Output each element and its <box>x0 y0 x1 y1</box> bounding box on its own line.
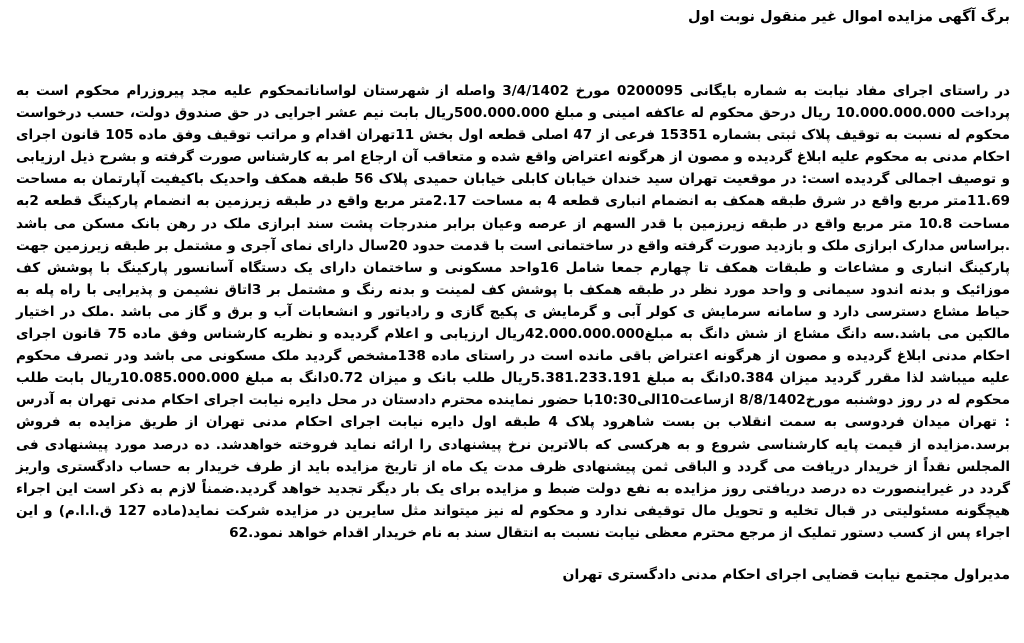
notice-signature: مدیراول مجتمع نیابت قضایی اجرای احکام مدنی دادگستری تهران <box>562 566 1010 583</box>
notice-document <box>16 6 1010 636</box>
notice-body: در راستای اجرای مفاد نیابت به شماره بایگانی 0200095 مورخ 3/4/1402 واصله از شهرستان لواساناتمحکوم علیه مجد پیروزرام محکوم است به پرداخت 10.000.000.000 ریال درحق محکوم له عاکفه امینی و مبلغ 500.000.000ریال بابت نیم عشر اجرایی در حق صندوق دولت، حسب درخواست محکوم له نسبت به توقیف پلاک ثبتی بشماره 15351 فرعی از 47 اصلی قطعه اول بخش 11تهران اقدام و مراتب توقیف وفق ماده 105 قانون اجرای احکام مدنی به محکوم علیه ابلاغ گردیده و مصون از هرگونه اعتراض واقع شده و متعاقب آن ارجاع امر به کارشناس صورت گرفته و بشرح ذیل ارزیابی و توصیف اجمالی گردیده است: در موقعیت تهران سید خندان خیابان کابلی خیابان حمیدی پلاک 56 طبقه همکف واحدیک باکیفیت آپارتمان به مساحت 11.69متر مربع واقع در شرق طبقه همکف به انضمام انباری قطعه 4 به مساحت 2.17متر مربع واقع در طبقه زیرزمین به انضمام پارکینگ قطعه 2به مساحت 10.8 متر مربع واقع در طبقه زیرزمین با قدر السهم از عرصه وعیان برابر مندرجات پشت سند ابرازی ملک در رهن بانک مسکن می باشد .براساس مدارک ابرازی ملک و بازدید صورت گرفته واقع در ساختمانی است با قدمت حدود 20سال دارای نمای آجری و مشتمل بر طبقه زیرزمین جهت پارکینگ انباری و مشاعات و طبقات همکف تا چهارم جمعا شامل 16واحد مسکونی و ساختمان دارای یک دستگاه آسانسور پارکینگ با پوشش کف موزائیک و بدنه اندود سیمانی و واحد مورد نظر در طبقه همکف با پوشش کف لمینت و بدنه رنگ و مشتمل بر 3اتاق نشیمن و پذیرایی با راه پله به حیاط مشاع دسترسی دارد و سامانه سرمایش ی کولر آبی و گرمایش ی پکیج گازی و رادیاتور و انشعابات آب و برق و گاز می باشد .ملک در اختیار مالکین می باشد.سه دانگ مشاع از شش دانگ به مبلغ42.000.000.000ریال ارزیابی و اعلام گردیده و نظریه کارشناس وفق ماده 75 قانون اجرای احکام مدنی ابلاغ گردیده و مصون از هرگونه اعتراض باقی مانده است در راستای ماده 138مشخص گردید ملک مسکونی می باشد ودر تصرف محکوم علیه میباشد لذا مقرر گردید میزان 0.384دانگ به مبلغ 5.381.233.191ریال طلب بانک و میزان 0.72دانگ به مبلغ 10.085.000.000ریال بابت طلب محکوم له در روز دوشنبه مورخ8/8/1402 ازساعت10الی10:30با حضور نماینده محترم دادستان در محل دایره نیابت اجرای احکام مدنی تهران به آدرس : تهران میدان فردوسی به سمت انقلاب بن بست شاهرود پلاک 4 طبقه اول دایره نیابت اجرای احکام مدنی تهران از طریق مزایده به فروش برسد.مزایده از قیمت پایه کارشناسی شروع و به هرکسی که بالاترین نرخ پیشنهادی را ارائه نماید فروخته خواهدشد. ده درصد مورد پیشنهادی فی المجلس نقداً از خریدار دریافت می گردد و الباقی ثمن پیشنهادی ظرف مدت یک ماه از تاریخ مزایده باید از طرف خریدار به حساب دادگستری واریز گردد در غیراینصورت ده درصد دریافتی روز مزایده به نفع دولت ضبط و مزایده برای یک بار دیگر تجدید خواهد گردید.ضمناً لازم به ذکر است این اجراء هیچگونه مسئولیتی در قبال تخلیه و تحویل مال توقیفی ندارد و محکوم له نیز میتواند مثل سایرین در مزایده شرکت نماید(ماده 127 ق.ا.ا.م) و این اجراء پس از کسب دستور تملیک از مرجع محترم معظی نیابت نسبت به انتقال سند به نام خریدار اقدام خواهد نمود.62 <box>16 83 1011 541</box>
notice-title: برگ آگهی مزایده اموال غیر منقول نوبت اول <box>688 9 1010 25</box>
